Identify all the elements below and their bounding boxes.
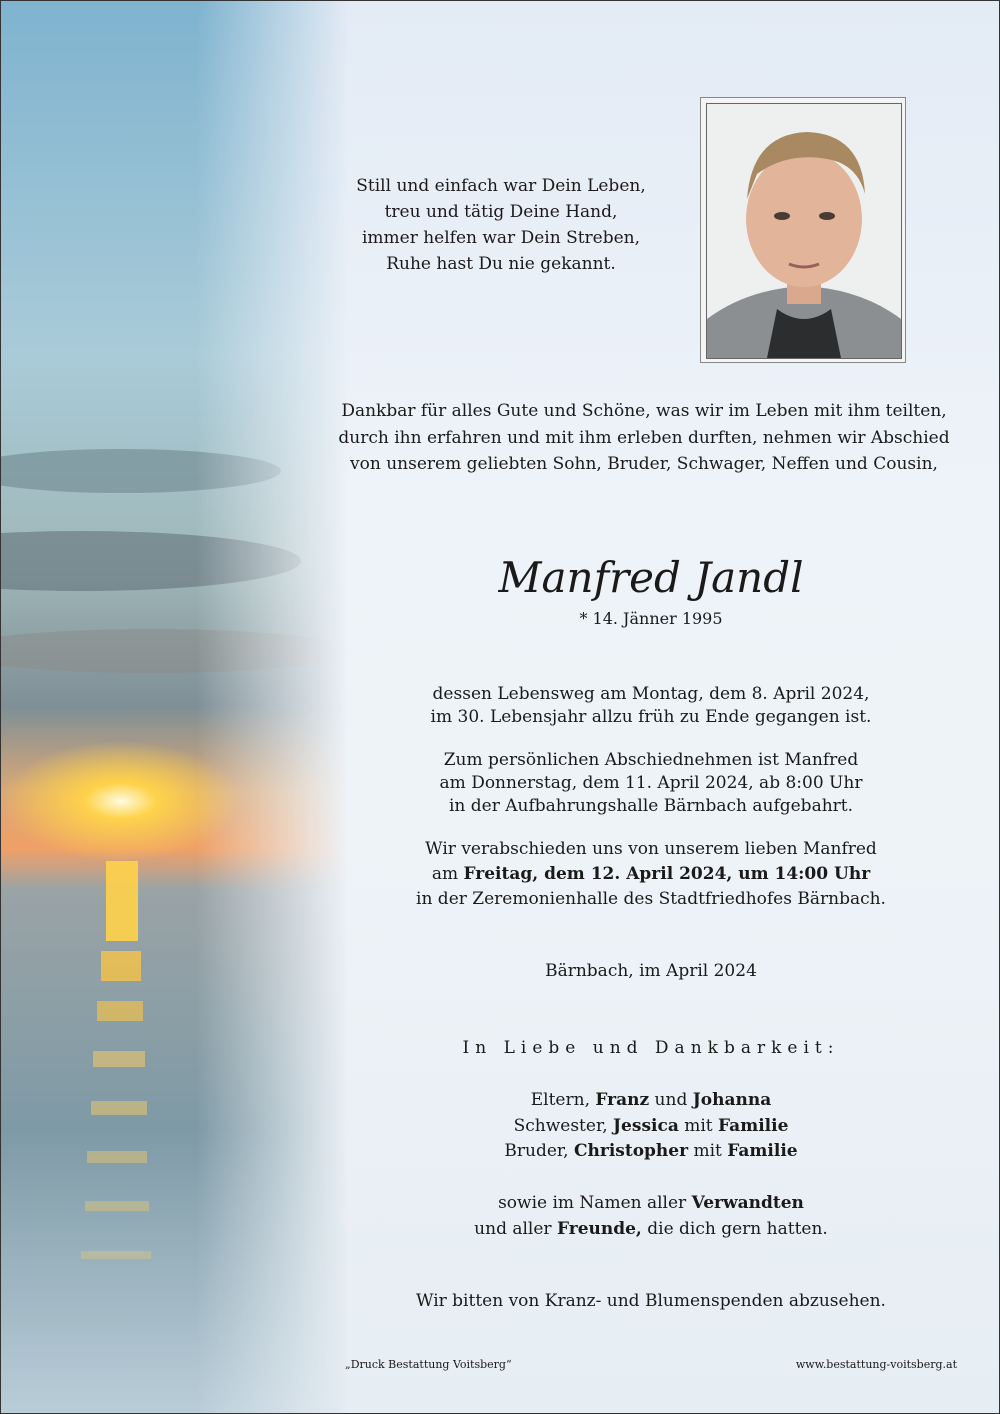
relatives-text: sowie im Namen aller [498,1193,687,1213]
parents-label: Eltern, [530,1090,590,1110]
brother-label: Bruder, [504,1141,569,1161]
thanks-line: von unserem geliebten Sohn, Bruder, Schwager, Neffen und Cousin, [350,454,938,474]
parent-name: Johanna [692,1090,772,1110]
flowers-note: Wir bitten von Kranz- und Blumenspenden abzusehen. [416,1291,886,1311]
relatives-bold: Verwandten [691,1193,804,1213]
birth-date: * 14. Jänner 1995 [579,609,723,628]
family-word: Familie [727,1141,798,1161]
farewell-line: in der Zeremonienhalle des Stadtfriedhofes Bärnbach. [416,889,886,909]
relatives-line [401,1191,901,1217]
love-heading: In Liebe und Dankbarkeit: [462,1038,840,1058]
imprint: „Druck Bestattung Voitsberg“ [345,1358,512,1371]
brother-name: Christopher [573,1141,689,1161]
farewell-prefix: am [431,864,459,884]
poem-line: Still und einfach war Dein Leben, [356,176,646,196]
conjunction: und [654,1090,688,1110]
conjunction: mit [693,1141,722,1161]
relatives-text: die dich gern hatten. [647,1218,828,1239]
parent-name: Franz [595,1090,650,1110]
farewell-line [351,862,951,887]
poem-line: treu und tätig Deine Hand, [384,202,618,222]
poem-line: Ruhe hast Du nie gekannt. [386,254,616,274]
death-paragraph [351,683,951,729]
family-sister [401,1114,901,1140]
relatives-bold: Freunde, [556,1218,642,1239]
poem-line: immer helfen war Dein Streben, [361,228,641,248]
relatives-text: und aller [474,1218,552,1239]
website-link[interactable]: www.bestattung-voitsberg.at [795,1358,957,1371]
viewing-paragraph [351,749,951,818]
farewell-line: Wir verabschieden uns von unserem lieben Manfred [425,839,877,859]
relatives-paragraph [401,1191,901,1242]
portrait-frame [700,97,906,363]
farewell-datetime: Freitag, dem 12. April 2024, um 14:00 Uhr [463,864,871,884]
sister-name: Jessica [613,1115,679,1136]
thanks-line: Dankbar für alles Gute und Schöne, was wir im Leben mit ihm teilten, [341,401,947,421]
relatives-line [401,1217,901,1243]
farewell-paragraph [351,837,951,912]
death-line: dessen Lebensweg am Montag, dem 8. April 2024, [432,684,870,704]
family-brother [401,1139,901,1165]
deceased-name: Manfred Jandl [498,553,804,602]
thanks-paragraph [301,398,987,478]
viewing-line: am Donnerstag, dem 11. April 2024, ab 8:00 Uhr [439,773,863,793]
family-word: Familie [718,1115,789,1136]
death-line: im 30. Lebensjahr allzu früh zu Ende gegangen ist. [430,707,872,727]
viewing-line: in der Aufbahrungshalle Bärnbach aufgebahrt. [448,796,854,816]
thanks-line: durch ihn erfahren und mit ihm erleben durften, nehmen wir Abschied [338,427,950,448]
memorial-poem [301,173,701,277]
conjunction: mit [684,1115,713,1136]
family-list [401,1088,901,1165]
family-parents [401,1088,901,1114]
portrait-image [707,104,901,358]
viewing-line: Zum persönlichen Abschiednehmen ist Manfred [443,750,859,770]
place-date: Bärnbach, im April 2024 [545,961,757,981]
portrait-photo [706,103,902,359]
sister-label: Schwester, [513,1115,608,1136]
